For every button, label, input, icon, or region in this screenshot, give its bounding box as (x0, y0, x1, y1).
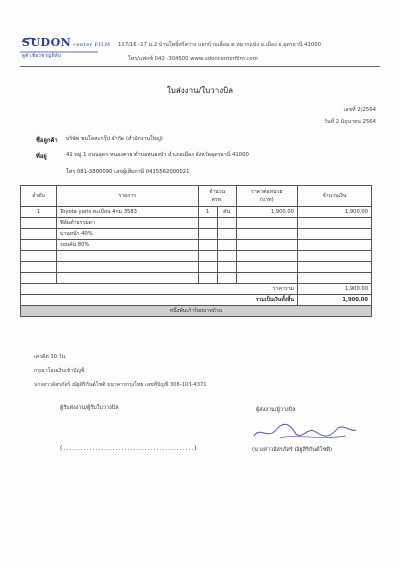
table-row-empty (21, 251, 372, 262)
sender-name: (นางสาวอัสรภัสร์ ณัฐสิริกันต์โชติ) (252, 447, 333, 453)
logo-tagline: ดูดี เชี่ยวชาญฟิล์ม (22, 54, 62, 59)
table-header-row (21, 186, 372, 207)
items-table (20, 185, 372, 317)
table-row: บานหน้า 40% (21, 229, 372, 240)
customer-name: บริษัท ชมโลหะกรุ๊ป จำกัด (สำนักงานใหญ่) (66, 136, 163, 142)
logo-brand: SUDON center FILM (22, 36, 111, 49)
receiver-signature-line: (.............................................) (60, 445, 198, 452)
customer-name-label: ชื่อลูกค้า (36, 138, 58, 144)
table-row: รอบคัน 80% (21, 240, 372, 251)
table-row: ฟิล์มดำธรรมดา (21, 218, 372, 229)
transfer-note: กรุณาโอนเงินเข้าบัญชี (34, 368, 85, 374)
sender-label: ผู้ส่งงาน/ผู้วางบิล (256, 407, 296, 413)
customer-address: 41 หมู่ 1 ถนนอุดร-หนองคาย ตำบลหนองบัว อำเภอเมือง จังหวัดอุดรธานี 41000 (66, 152, 249, 158)
total-value: 1,900.00 (297, 295, 371, 306)
document-date: วันที่ 2 มิถุนายน 2564 (323, 119, 376, 125)
bank-account: นางสาวอัสรภัสร์ ณัฐสิริกันต์โชติ ธนาคารกรุงไทย เลขที่บัญชี 306-103-4371 (34, 382, 207, 388)
subtotal-label: ราคารวม (21, 284, 298, 295)
table-row: 1 Toyota yaris ทะเบียน 4กม 3583 1 คัน 1,900.00 1,900.00 (21, 207, 372, 218)
total-words: หนึ่งพันเก้าร้อยบาทถ้วน (21, 306, 372, 317)
company-contact: โทร/แฟกซ์ 042 -304500 www.udoncenterfilm.com (128, 56, 258, 62)
document-number: เลขที่ 2/2564 (343, 107, 376, 113)
document-title: ใบส่งงาน/ใบวางบิล (166, 86, 234, 95)
handwritten-signature (250, 420, 360, 444)
table-row-empty (21, 273, 372, 284)
customer-address-label: ที่อยู่ (36, 154, 47, 160)
receiver-label: ผู้รับส่งงาน/ผู้รับใบวางบิล (60, 405, 119, 411)
table-row-empty (21, 262, 372, 273)
col-amount-header: จำนวนเงิน (297, 186, 371, 207)
subtotal-row (21, 284, 372, 295)
col-qty-header: จำนวน ตรห. (198, 186, 236, 207)
subtotal-value: 1,900.00 (297, 284, 371, 295)
credit-note: เครดิต 30 วัน (34, 354, 66, 360)
col-item-header: รายการ (56, 186, 198, 207)
total-row (21, 295, 372, 306)
total-label: รวมเป็นเงินทั้งสิ้น (21, 295, 298, 306)
customer-phone-tax: โทร 081-3800090 เลขผู้เสียภาษี 0415562000021 (66, 169, 190, 175)
col-unit-price-header: ราคาต่อหน่วย (บาท) (236, 186, 297, 207)
header-divider (20, 66, 380, 67)
company-address: 117/16 -17 ม.2 บ้านโพธิ์ศรีสว่าง แยกบ้านเลื่อม ต.หมากแข้ง อ.เมือง จ.อุดรธานี 41000 (118, 42, 321, 48)
col-no-header: ลำดับ (21, 186, 57, 207)
total-words-row (21, 306, 372, 317)
